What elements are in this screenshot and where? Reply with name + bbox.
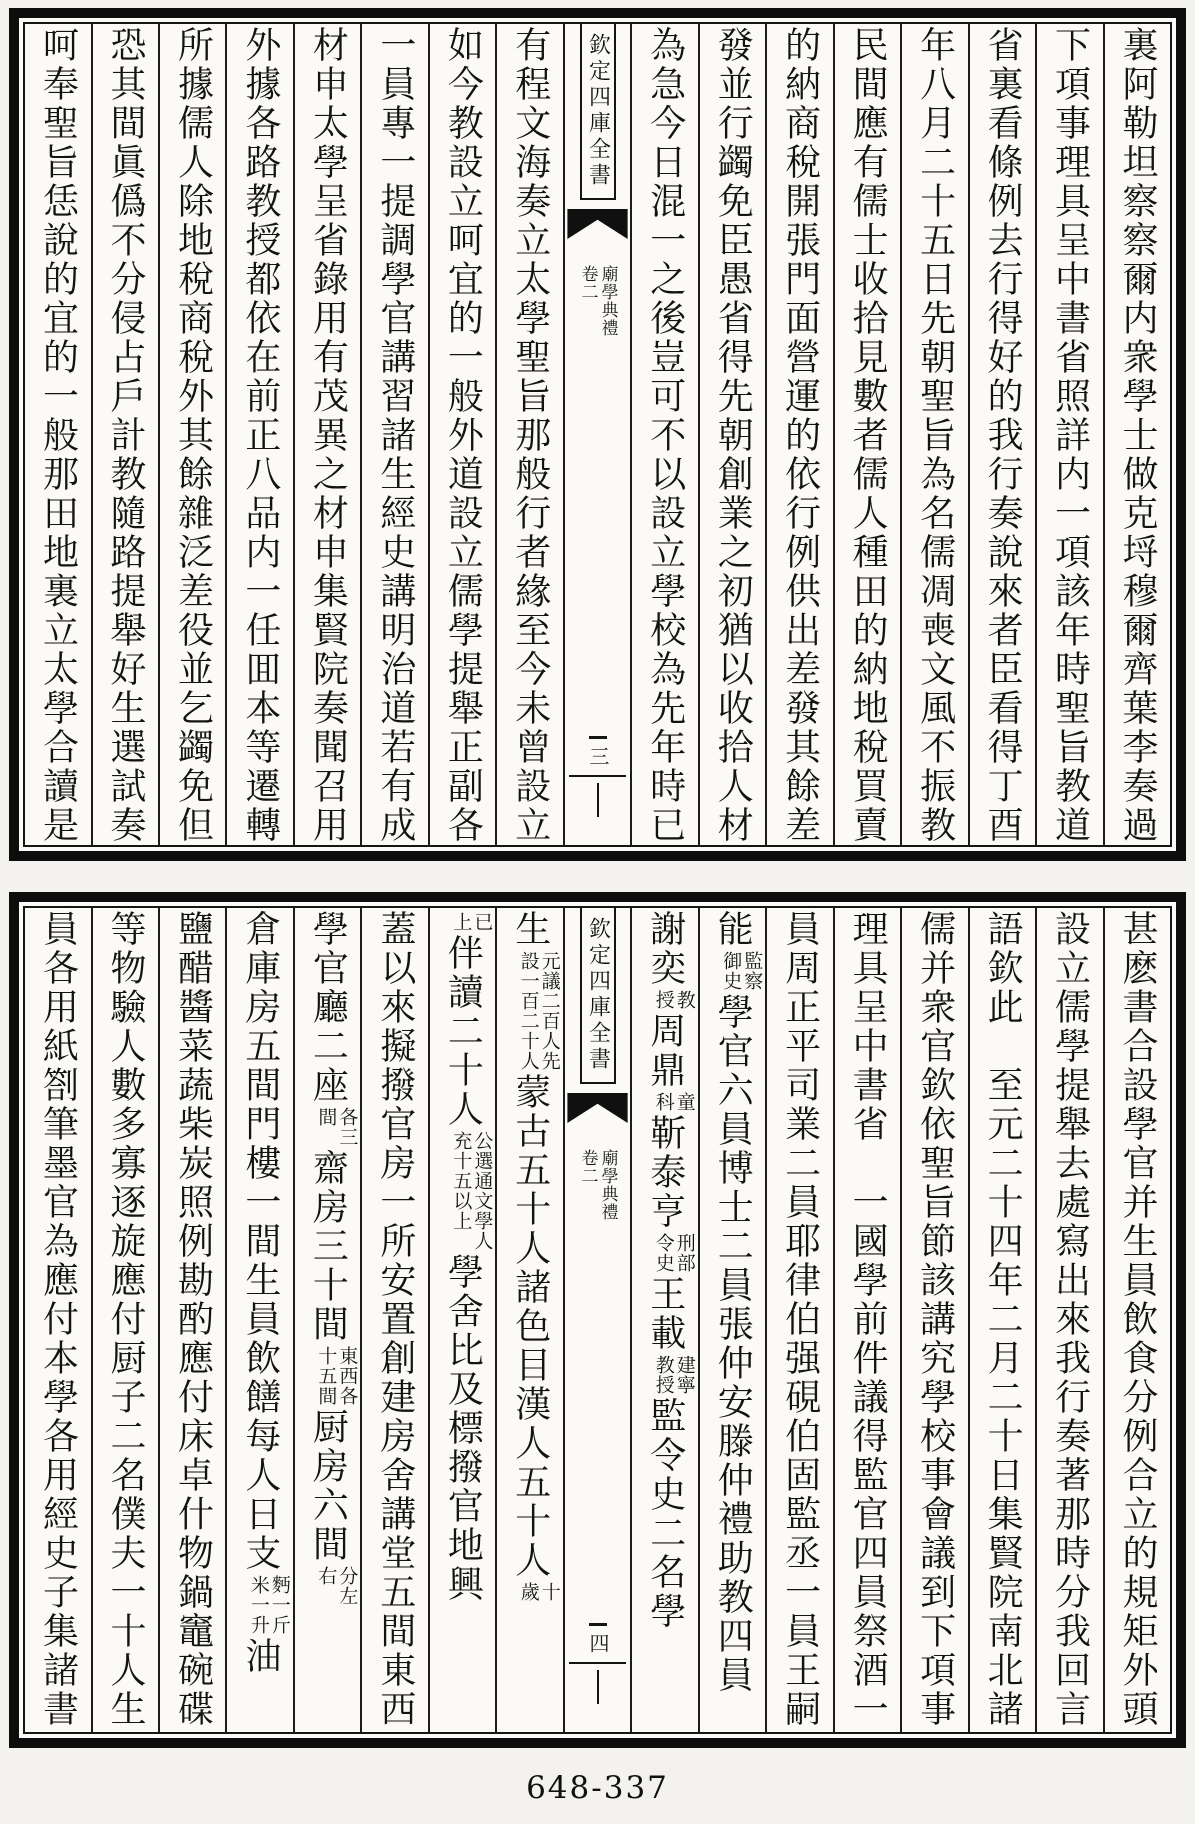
interlinear-note	[248, 1575, 290, 1635]
text-column: 一員專一提調學官講習諸生經史講明治道若有成	[360, 24, 427, 845]
text-column: 發並行蠲免臣愚省得先朝創業之初猶以收拾人材	[698, 24, 765, 845]
text-column: 鹽醋醬菜蔬柴炭照例勘酌應付床卓什物鍋竈碗碟	[158, 908, 225, 1732]
note-subcolumn: 建寧	[673, 1355, 696, 1395]
banxin-book-and-juan	[578, 265, 618, 337]
text-column: 語欽此 至元二十四年二月二十日集賢院南北諸	[968, 908, 1035, 1732]
note-subcolumn: 設一百二十人	[517, 951, 540, 1071]
note-subcolumn: 刑部	[673, 1233, 696, 1273]
text-column: 儒并衆官欽依聖旨節該講究學校事會議到下項事	[900, 908, 967, 1732]
note-subcolumn: 童	[673, 1092, 696, 1112]
text-column: 省裏看條例去行得好的我行奏說來者臣看得丁酉	[968, 24, 1035, 845]
folio-number: 三	[586, 746, 611, 766]
text-column: 能 監察 御史 學官六員博士二員張仲安滕仲禮助教四員	[698, 908, 765, 1732]
note-subcolumn: 右	[315, 1566, 338, 1586]
banxin-collection-title: 欽定四庫全書	[580, 908, 616, 1084]
text-column: 民間應有儒士收拾見數者儒人種田的納地稅買賣	[833, 24, 900, 845]
juan-label: 卷二	[577, 1149, 598, 1185]
note-subcolumn: 歲	[517, 1582, 540, 1602]
text-column: 為急今日混一之後豈可不以設立學校為先年時已	[630, 24, 697, 845]
banxin-collection-title: 欽定四庫全書	[580, 24, 616, 200]
text-column: 有程文海奏立太學聖旨那般行者緣至今未曾設立	[495, 24, 562, 845]
interlinear-note	[653, 1355, 695, 1395]
interlinear-note	[450, 1131, 492, 1251]
interlinear-note	[315, 1107, 357, 1147]
note-subcolumn: 已	[471, 912, 494, 932]
text-column: 等物驗人數多寡逐旋應付厨子二名僕夫一十人生	[91, 908, 158, 1732]
folio-number: 四	[586, 1633, 611, 1653]
book-title: 廟學典禮	[597, 265, 618, 337]
text-block-bottom	[9, 892, 1186, 1748]
folio-tick-mark	[597, 783, 599, 817]
note-subcolumn: 上	[450, 912, 473, 932]
text-column: 下項事理具呈中書省照詳内一項該年時聖旨教道	[1035, 24, 1102, 845]
note-subcolumn: 各三	[336, 1107, 359, 1147]
folio-dash-mark	[589, 1623, 607, 1626]
note-subcolumn: 分左	[336, 1566, 359, 1606]
note-subcolumn: 十五間	[315, 1346, 338, 1406]
note-subcolumn: 令史	[652, 1233, 675, 1273]
fishtail-ornament	[567, 209, 627, 239]
text-block-top	[9, 8, 1186, 861]
text-block-top-inner	[23, 22, 1172, 847]
interlinear-note	[450, 912, 492, 932]
text-column: 理具呈中書省 一國學前件議得監官四員祭酒一	[833, 908, 900, 1732]
note-subcolumn: 間	[315, 1107, 338, 1127]
note-subcolumn: 公選通文學人	[471, 1131, 494, 1251]
banxin-column	[563, 24, 630, 845]
interlinear-note	[518, 1582, 560, 1602]
note-subcolumn: 授	[652, 990, 675, 1010]
text-column: 呵奉聖旨恁說的宜的一般那田地裏立太學合讀是	[37, 26, 79, 845]
text-column: 年八月二十五日先朝聖旨為名儒凋喪文風不振教	[900, 24, 967, 845]
juan-label: 卷二	[577, 265, 598, 301]
text-column: 所據儒人除地稅商稅外其餘雜泛差役並乞蠲免但	[158, 24, 225, 845]
folio-rule-line	[569, 1662, 625, 1664]
text-column: 蓋以來擬撥官房一所安置創建房舍講堂五間東西	[360, 908, 427, 1732]
banxin-book-and-juan	[578, 1149, 618, 1221]
text-column: 謝奕 教 授 周鼎 童 科 靳泰亨 刑部 令史 王載 建寧 教授 監令史二名學	[630, 908, 697, 1732]
text-column: 生 元議二百人先 設一百二十人 蒙古五十人諸色目漢人五十人 十 歲	[495, 908, 562, 1732]
interlinear-note	[315, 1566, 357, 1606]
note-subcolumn: 教	[673, 990, 696, 1010]
book-title: 廟學典禮	[597, 1149, 618, 1221]
catalog-number: 648-337	[526, 1770, 669, 1806]
text-block-bottom-inner	[23, 906, 1172, 1734]
folio-tick-mark	[597, 1670, 599, 1704]
note-subcolumn: 麪一斤	[268, 1575, 291, 1635]
fishtail-ornament	[567, 1093, 627, 1123]
text-column: 如今教設立呵宜的一般外道設立儒學提舉正副各	[428, 24, 495, 845]
text-column: 員周正平司業二員耶律伯强硯伯固監丞一員王嗣	[765, 908, 832, 1732]
note-subcolumn: 御史	[720, 951, 743, 991]
interlinear-note	[653, 1092, 695, 1112]
text-column: 學官廳二座 各三 間 齋房三十間 東西各 十五間 厨房六間 分左 右	[293, 908, 360, 1732]
text-column: 恐其間眞僞不分侵占戶計教隨路提舉好生選試奏	[91, 24, 158, 845]
interlinear-note	[653, 990, 695, 1010]
text-column: 外據各路教授都依在前正八品内一任囬本等遷轉	[225, 24, 292, 845]
note-subcolumn: 東西各	[336, 1346, 359, 1406]
banxin-column	[563, 908, 630, 1732]
note-subcolumn: 充十五以上	[450, 1131, 473, 1231]
text-column: 員各用紙劄筆墨官為應付本學各用經史子集諸書	[37, 910, 79, 1729]
note-subcolumn: 十	[538, 1582, 561, 1602]
note-subcolumn: 監察	[741, 951, 764, 991]
note-subcolumn: 元議二百人先	[538, 951, 561, 1071]
text-column: 材申太學呈省錄用有茂異之材申集賢院奏聞召用	[293, 24, 360, 845]
interlinear-note	[518, 951, 560, 1071]
text-column: 已 上 伴讀二十人 公選通文學人 充十五以上 學舍比及標撥官地興	[428, 908, 495, 1732]
text-column: 甚麽書合設學官并生員飲食分例合立的規矩外頭	[1103, 908, 1170, 1732]
interlinear-note	[653, 1233, 695, 1273]
interlinear-note	[720, 951, 762, 991]
interlinear-note	[315, 1346, 357, 1406]
note-subcolumn: 科	[652, 1092, 675, 1112]
text-column: 設立儒學提舉去處寫出來我行奏著那時分我回言	[1035, 908, 1102, 1732]
text-column: 倉庫房五間門樓一間生員飲饍每人日支 麪一斤 米一升 油	[225, 908, 292, 1732]
note-subcolumn: 教授	[652, 1355, 675, 1395]
folio-rule-line	[569, 775, 625, 777]
note-subcolumn: 米一升	[247, 1575, 270, 1635]
folio-dash-mark	[589, 736, 607, 739]
text-column: 的納商稅開張門面營運的依行例供出差發其餘差	[765, 24, 832, 845]
text-column: 裏阿勒坦察察爾内衆學士做克埒穆爾齊葉李奏過	[1103, 24, 1170, 845]
